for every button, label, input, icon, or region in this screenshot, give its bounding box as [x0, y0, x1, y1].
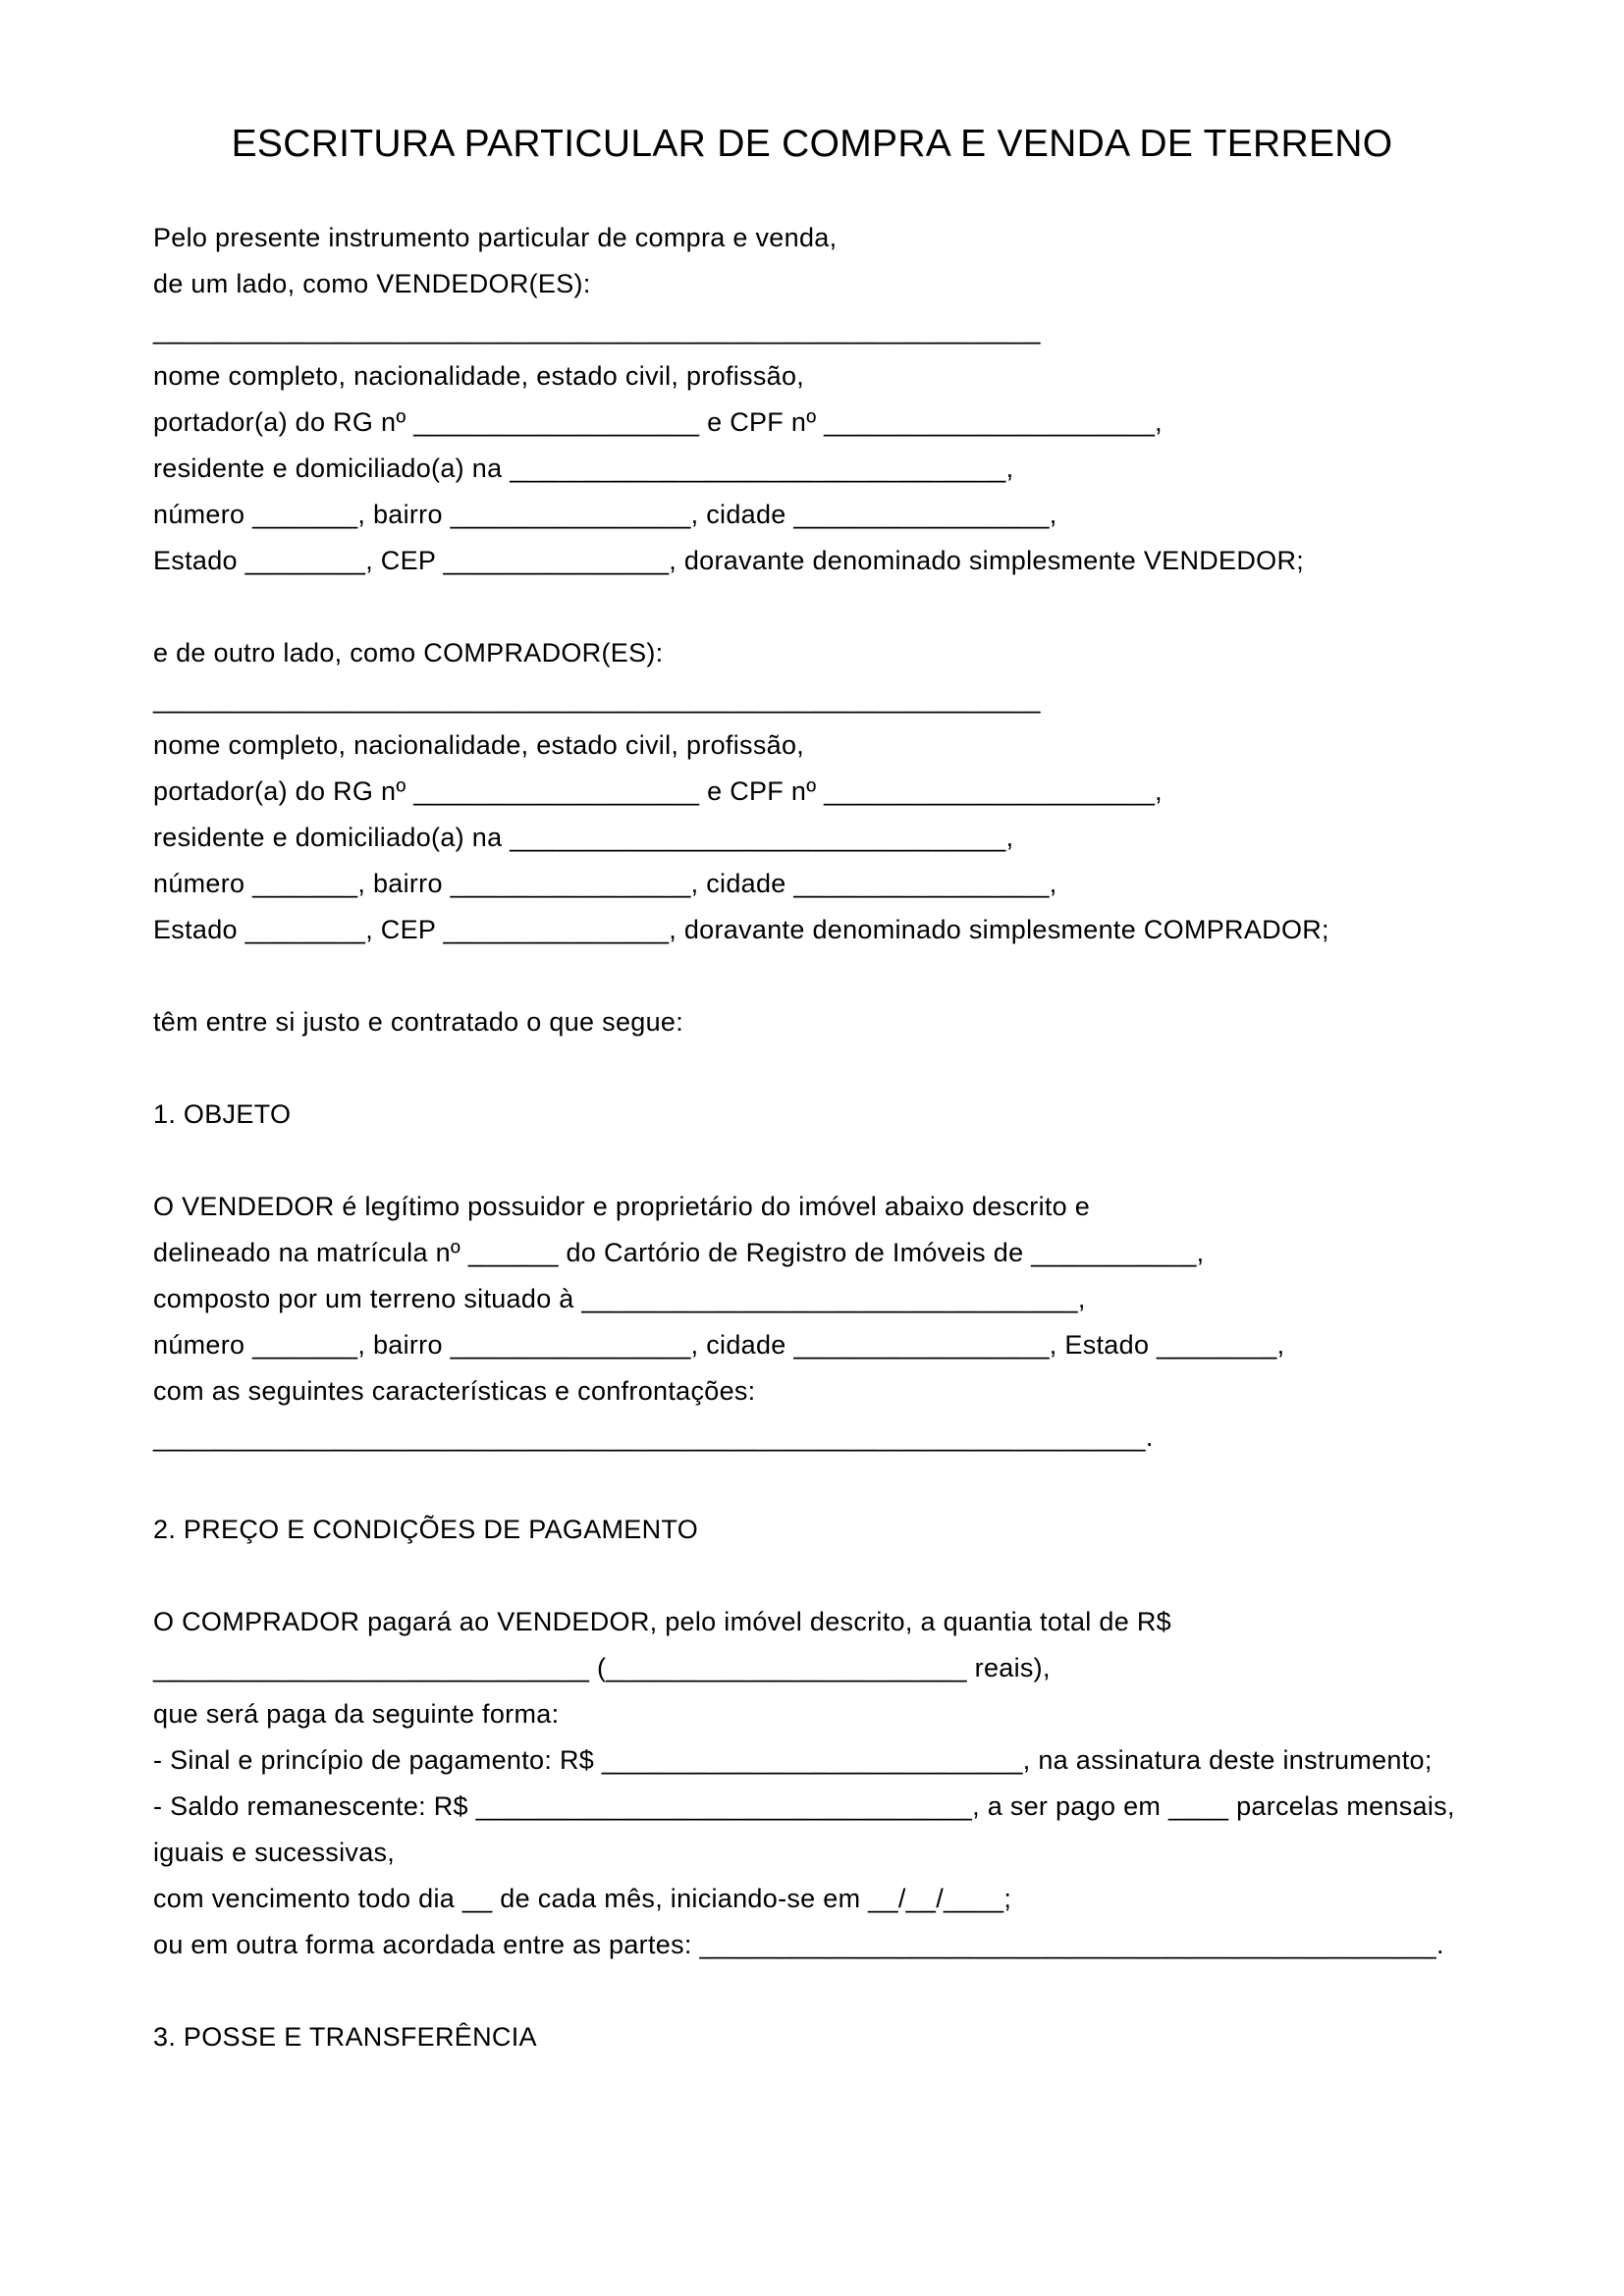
- section-3-heading: 3. POSSE E TRANSFERÊNCIA: [153, 2022, 537, 2052]
- vendor-address-line-2: número _______, bairro ________________, cidade _________________,: [153, 500, 1057, 529]
- price-saldo-line: - Saldo remanescente: R$ _________________________________, a ser pago em ____ parcelas mensais,: [153, 1791, 1455, 1821]
- spacer: [153, 1553, 1471, 1599]
- spacer: [153, 1968, 1471, 2014]
- vendor-qualification-line: nome completo, nacionalidade, estado civil, profissão,: [153, 361, 805, 391]
- price-line-3: que será paga da seguinte forma:: [153, 1699, 560, 1729]
- price-other-terms-line: ou em outra forma acordada entre as partes: _________________________________________________.: [153, 1930, 1444, 1959]
- document-body: [153, 215, 1471, 2060]
- object-line-1: O VENDEDOR é legítimo possuidor e proprietário do imóvel abaixo descrito e: [153, 1192, 1091, 1221]
- document-title: ESCRITURA PARTICULAR DE COMPRA E VENDA DE TERRENO: [231, 123, 1393, 165]
- buyer-name-blank-line: ___________________________________________________________: [153, 684, 1041, 714]
- spacer: [153, 953, 1471, 999]
- object-line-5: com as seguintes características e confrontações:: [153, 1376, 756, 1406]
- vendor-name-blank-line: ___________________________________________________________: [153, 315, 1041, 345]
- spacer: [153, 1461, 1471, 1507]
- intro-line-buyer: e de outro lado, como COMPRADOR(ES):: [153, 638, 664, 667]
- vendor-address-line: residente e domiciliado(a) na _________________________________,: [153, 454, 1014, 483]
- intro-line-1: Pelo presente instrumento particular de compra e venda,: [153, 223, 838, 252]
- intro-line-vendor: de um lado, como VENDEDOR(ES):: [153, 269, 591, 298]
- section-2-heading: 2. PREÇO E CONDIÇÕES DE PAGAMENTO: [153, 1515, 699, 1544]
- buyer-qualification-line: nome completo, nacionalidade, estado civil, profissão,: [153, 730, 805, 760]
- spacer: [153, 584, 1471, 630]
- buyer-address-line-2: número _______, bairro ________________, cidade _________________,: [153, 869, 1057, 898]
- spacer: [153, 1045, 1471, 1092]
- price-line-6: iguais e sucessivas,: [153, 1838, 396, 1867]
- price-line-1: O COMPRADOR pagará ao VENDEDOR, pelo imóvel descrito, a quantia total de R$: [153, 1607, 1171, 1636]
- buyer-state-cep-line: Estado ________, CEP _______________, doravante denominado simplesmente COMPRADOR;: [153, 915, 1329, 944]
- object-line-3: composto por um terreno situado à _________________________________,: [153, 1284, 1086, 1313]
- price-amount-blank-line: _____________________________ (________________________ reais),: [153, 1653, 1051, 1682]
- agreement-line: têm entre si justo e contratado o que segue:: [153, 1007, 684, 1037]
- buyer-address-line: residente e domiciliado(a) na _________________________________,: [153, 823, 1014, 852]
- object-line-4: número _______, bairro ________________, cidade _________________, Estado ________,: [153, 1330, 1285, 1360]
- vendor-state-cep-line: Estado ________, CEP _______________, doravante denominado simplesmente VENDEDOR;: [153, 546, 1305, 575]
- vendor-rg-cpf-line: portador(a) do RG nº ___________________ e CPF nº ______________________,: [153, 407, 1163, 437]
- price-sinal-line: - Sinal e princípio de pagamento: R$ ____________________________, na assinatura deste instrumento;: [153, 1745, 1433, 1775]
- price-due-date-line: com vencimento todo dia __ de cada mês, iniciando-se em __/__/____;: [153, 1884, 1012, 1913]
- buyer-rg-cpf-line: portador(a) do RG nº ___________________ e CPF nº ______________________,: [153, 776, 1163, 806]
- object-description-blank-line: __________________________________________________________________.: [153, 1422, 1154, 1452]
- object-line-2: delineado na matrícula nº ______ do Cartório de Registro de Imóveis de ___________,: [153, 1238, 1205, 1267]
- spacer: [153, 1138, 1471, 1184]
- section-1-heading: 1. OBJETO: [153, 1099, 292, 1129]
